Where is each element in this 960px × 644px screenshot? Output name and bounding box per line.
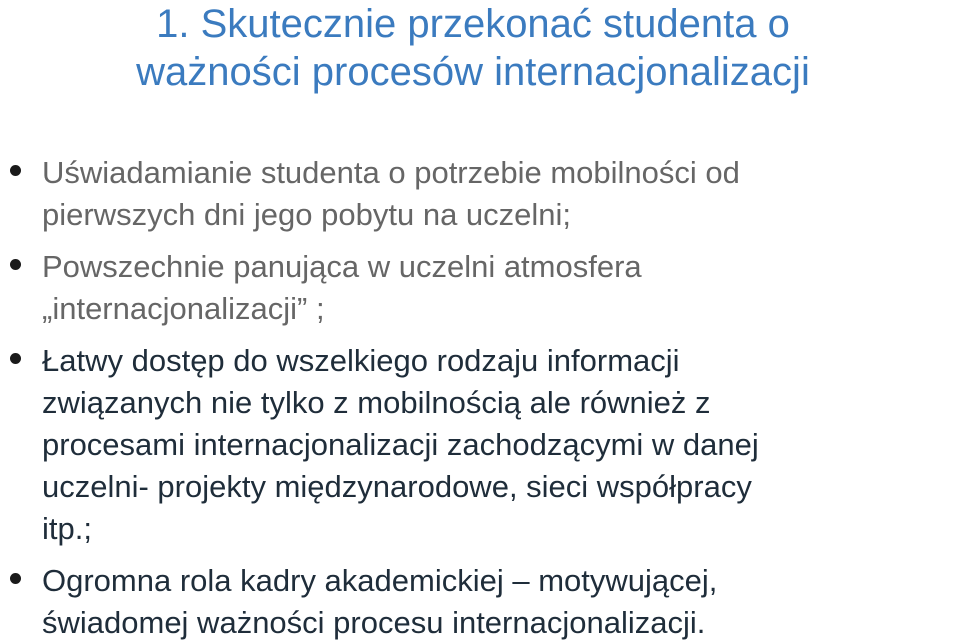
bullet-text-line: pierwszych dni jego pobytu na uczelni; <box>42 197 572 232</box>
bullet-text-line: Powszechnie panująca w uczelni atmosfera <box>42 249 642 284</box>
bullet-dot-icon <box>10 353 21 364</box>
bullet-dot-icon <box>10 165 21 176</box>
bullet-text-line: uczelni- projekty międzynarodowe, sieci współpracy <box>42 469 752 504</box>
bullet-list <box>4 152 946 644</box>
bullet-text-line: świadomej ważności procesu internacjonalizacji. <box>42 605 706 640</box>
bullet-text-line: itp.; <box>42 511 92 546</box>
slide-title <box>4 0 942 96</box>
bullet-item-information-access <box>4 340 946 550</box>
title-line-1: 1. Skutecznie przekonać studenta o <box>156 2 790 46</box>
bullet-item-academic-staff <box>4 560 946 644</box>
bullet-item-atmosphere <box>4 246 946 330</box>
bullet-dot-icon <box>10 259 21 270</box>
bullet-text-line: związanych nie tylko z mobilnością ale również z <box>42 385 711 420</box>
bullet-text-line: Łatwy dostęp do wszelkiego rodzaju informacji <box>42 343 680 378</box>
bullet-text-line: Ogromna rola kadry akademickiej – motywującej, <box>42 563 718 598</box>
bullet-text-line: procesami internacjonalizacji zachodzącymi w danej <box>42 427 759 462</box>
title-line-2: ważności procesów internacjonalizacji <box>136 50 810 94</box>
bullet-item-awareness <box>4 152 946 236</box>
bullet-text-line: Uświadamianie studenta o potrzebie mobilności od <box>42 155 740 190</box>
bullet-text-line: „internacjonalizacji” ; <box>42 291 325 326</box>
bullet-dot-icon <box>10 573 21 584</box>
